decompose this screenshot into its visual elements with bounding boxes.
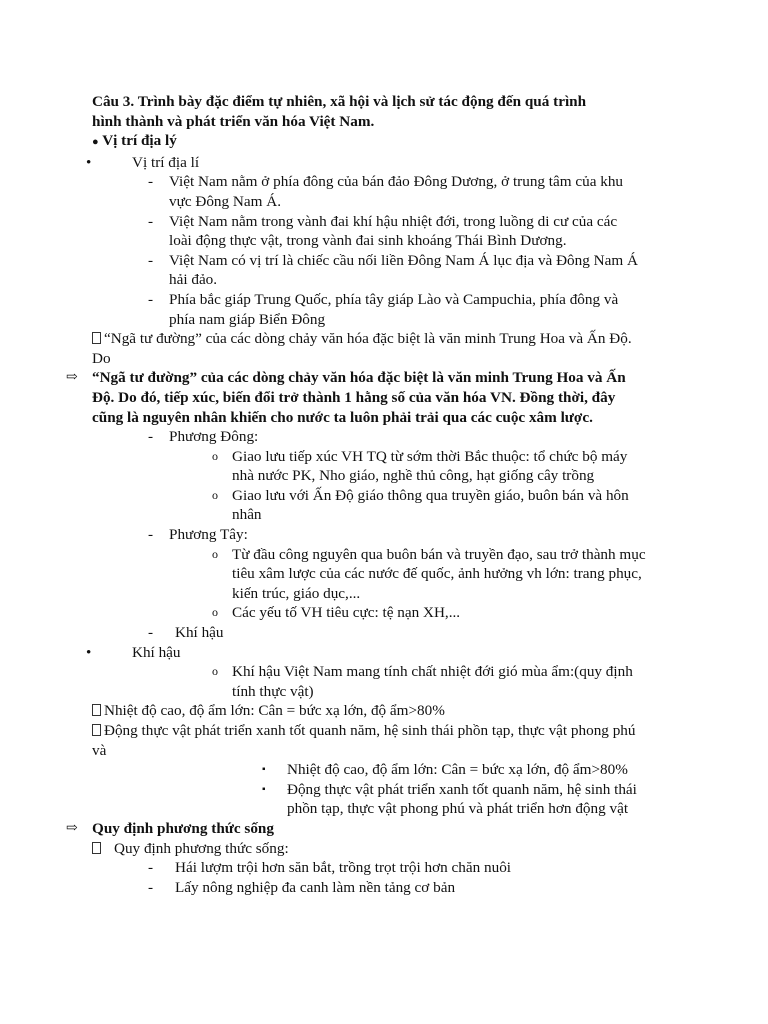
- climate-square-2: ▪ Động thực vật phát triển xanh tốt quanh năm, hệ sinh thái: [262, 780, 637, 798]
- bullet-icon: •: [86, 643, 92, 661]
- location-item-1: - Việt Nam nằm ở phía đông của bán đảo Đông Dương, ở trung tâm của khu: [148, 173, 624, 191]
- dash-icon: -: [148, 212, 154, 230]
- arrow-right-icon: ⇨: [66, 820, 78, 836]
- missing-glyph-icon: [92, 842, 101, 854]
- question-title-line-2: hình thành và phát triển văn hóa Việt Nam.: [92, 112, 375, 130]
- climate-square-1: ▪ Nhiệt độ cao, độ ẩm lớn: Cân = bức xạ lớn, độ ẩm>80%: [262, 761, 628, 779]
- east-item-1: o Giao lưu tiếp xúc VH TQ từ sớm thời Bắc thuộc: tổ chức bộ máy: [212, 447, 628, 465]
- climate-circle-item-cont: tính thực vật): [232, 682, 314, 700]
- east-item-2-cont: nhân: [232, 506, 262, 524]
- location-item-4: - Phía bắc giáp Trung Quốc, phía tây giáp Lào và Campuchia, phía đông và: [148, 290, 619, 308]
- crossroads-plain-line-1: “Ngã tư đường” của các dòng chảy văn hóa đặc biệt là văn minh Trung Hoa và Ấn Độ.: [0, 329, 768, 349]
- east-item-2: o Giao lưu với Ấn Độ giáo thông qua truyền giáo, buôn bán và hôn: [212, 486, 629, 504]
- circle-bullet-icon: o: [212, 487, 218, 502]
- crossroads-plain-line-2: Do: [92, 349, 111, 367]
- lifestyle-item-1: - Hái lượm trội hơn săn bắt, trồng trọt trội hơn chăn nuôi: [148, 859, 512, 877]
- filled-dot-icon: ●: [92, 136, 99, 149]
- bullet-location: • Vị trí địa lí: [86, 153, 200, 171]
- climate-circle-item: o Khí hậu Việt Nam mang tính chất nhiệt đới gió mùa ẩm:(quy định: [212, 663, 633, 681]
- circle-bullet-icon: o: [212, 546, 218, 561]
- circle-bullet-icon: o: [212, 605, 218, 620]
- square-bullet-icon: ▪: [262, 783, 266, 795]
- dash-icon: -: [148, 251, 154, 269]
- east-item-1-cont: nhà nước PK, Nho giáo, nghề thủ công, hạt giống cây trồng: [232, 467, 595, 485]
- location-item-2-cont: loài động thực vật, trong vành đai sinh khoáng Thái Bình Dương.: [169, 232, 567, 250]
- location-item-4-cont: phía nam giáp Biển Đông: [169, 310, 326, 328]
- climate-box-2-cont: và: [92, 741, 107, 759]
- dash-icon: -: [148, 878, 154, 896]
- location-list: [0, 172, 768, 329]
- heading-location: ● Vị trí địa lý: [92, 132, 177, 150]
- west-item-1-cont-1: tiêu xâm lược của các nước đế quốc, ảnh hưởng vh lớn: trang phục,: [232, 565, 642, 583]
- dash-icon: -: [148, 526, 154, 544]
- west-item-1: o Từ đầu công nguyên qua buôn bán và truyền đạo, sau trở thành mục: [212, 545, 646, 563]
- missing-glyph-icon: [92, 332, 101, 344]
- climate-square-2-cont: phồn tạp, thực vật phong phú và phát triển hơn động vật: [287, 800, 629, 818]
- missing-glyph-icon: [92, 724, 101, 736]
- dash-icon: -: [148, 859, 154, 877]
- circle-bullet-icon: o: [212, 664, 218, 679]
- lifestyle-item-2: - Lấy nông nghiệp đa canh làm nền tảng cơ bản: [148, 878, 456, 896]
- location-item-3-cont: hải đảo.: [169, 271, 218, 289]
- west-item-2: o Các yếu tố VH tiêu cực: tệ nạn XH,...: [212, 604, 461, 622]
- square-bullet-icon: ▪: [262, 764, 266, 776]
- climate-dash: - Khí hậu: [148, 624, 224, 642]
- question-title-line-1: Câu 3. Trình bày đặc điểm tự nhiên, xã hội và lịch sử tác động đến quá trình: [92, 93, 587, 110]
- crossroads-bold-line-1: ⇨ “Ngã tư đường” của các dòng chảy văn hóa đặc biệt là văn minh Trung Hoa và Ấn: [66, 369, 626, 387]
- climate-bullet: • Khí hậu: [86, 643, 181, 661]
- document-page: [0, 92, 768, 897]
- circle-bullet-icon: o: [212, 448, 218, 463]
- west-heading: - Phương Tây:: [148, 526, 248, 544]
- location-item-1-cont: vực Đông Nam Á.: [169, 192, 281, 210]
- lifestyle-heading: ⇨ Quy định phương thức sống: [66, 819, 274, 837]
- dash-icon: -: [148, 624, 154, 642]
- climate-box-2: Động thực vật phát triển xanh tốt quanh năm, hệ sinh thái phồn tạp, thực vật phong phú: [0, 721, 768, 741]
- lifestyle-box: Quy định phương thức sống:: [0, 839, 768, 859]
- crossroads-bold-line-3: cũng là nguyên nhân khiến cho nước ta luôn phải trải qua các cuộc xâm lược.: [92, 408, 593, 426]
- dash-icon: -: [148, 428, 154, 446]
- location-item-2: - Việt Nam nằm trong vành đai khí hậu nhiệt đới, trong luồng di cư của các: [148, 212, 618, 230]
- crossroads-bold-line-2: Độ. Do đó, tiếp xúc, biến đổi trở thành 1 hằng số của văn hóa VN. Đồng thời, đây: [92, 388, 616, 406]
- missing-glyph-icon: [92, 704, 101, 716]
- dash-icon: -: [148, 290, 154, 308]
- bullet-icon: •: [86, 153, 92, 171]
- dash-icon: -: [148, 173, 154, 191]
- arrow-right-icon: ⇨: [66, 370, 78, 386]
- east-heading: - Phương Đông:: [148, 428, 259, 446]
- west-item-1-cont-2: kiến trúc, giáo dục,...: [232, 584, 361, 602]
- climate-box-1: Nhiệt độ cao, độ ẩm lớn: Cân = bức xạ lớn, độ ẩm>80%: [0, 701, 768, 721]
- location-item-3: - Việt Nam có vị trí là chiếc cầu nối liền Đông Nam Á lục địa và Đông Nam Á: [148, 251, 638, 269]
